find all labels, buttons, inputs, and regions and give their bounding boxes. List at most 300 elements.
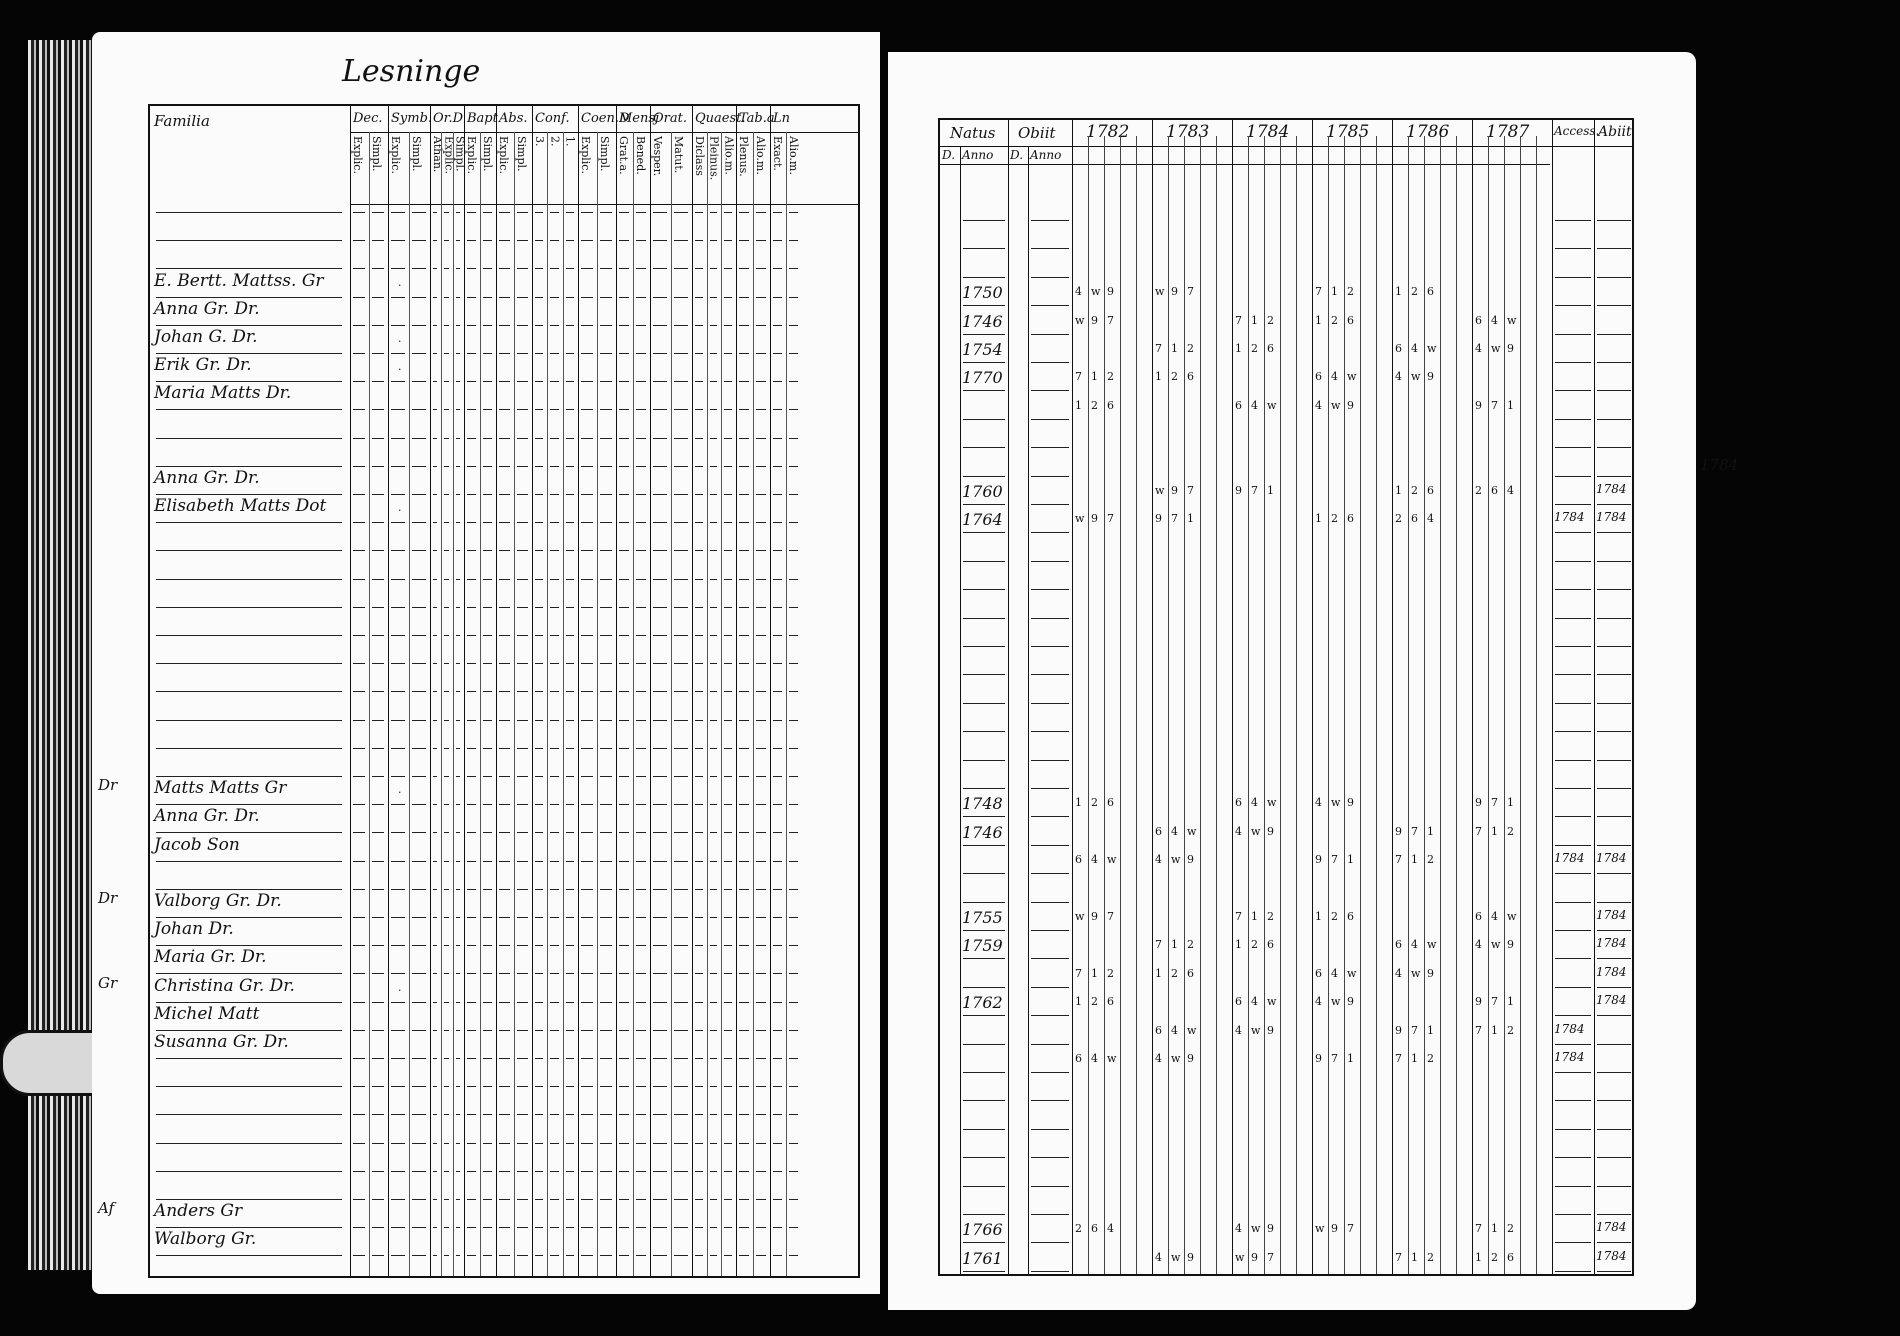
- ink-mark: 7: [1395, 853, 1402, 867]
- abiit-row-line: [1597, 305, 1631, 306]
- cell-dash: [789, 212, 798, 213]
- cell-dash: [467, 720, 476, 721]
- cell-dash: [710, 494, 718, 495]
- cell-dash: [412, 522, 426, 523]
- cell-dash: [619, 325, 629, 326]
- cell-dash: [653, 1227, 667, 1228]
- cell-dash: [353, 832, 365, 833]
- cell-dash: [619, 1058, 629, 1059]
- ink-mark: ·: [398, 335, 402, 348]
- cell-dash: [653, 1255, 667, 1256]
- column-subheader: 1.: [563, 136, 577, 147]
- ink-mark: 2: [1331, 313, 1338, 327]
- ink-mark: 1: [1075, 796, 1082, 810]
- cell-dash: [581, 663, 593, 664]
- name-column-rule: [350, 106, 351, 1276]
- cell-dash: [710, 1199, 718, 1200]
- ink-mark: 6: [1347, 313, 1354, 327]
- cell-dash: [372, 1199, 384, 1200]
- ink-mark: 7: [1491, 995, 1498, 1009]
- natus-row-line: [963, 447, 1005, 448]
- cell-dash: [433, 804, 437, 805]
- ink-mark: w: [1075, 313, 1085, 327]
- family-member-name: Anna Gr. Dr.: [154, 468, 260, 488]
- cell-dash: [581, 325, 593, 326]
- cell-dash: [695, 1002, 703, 1003]
- abiit-row-line: [1597, 987, 1631, 988]
- cell-dash: [412, 353, 426, 354]
- cell-dash: [550, 325, 558, 326]
- accessit-row-line: [1555, 532, 1591, 533]
- cell-dash: [653, 325, 667, 326]
- ink-mark: 9: [1267, 1222, 1274, 1236]
- cell-dash: [789, 579, 798, 580]
- obiit-row-line: [1031, 248, 1069, 249]
- accessit-row-line: [1555, 248, 1591, 249]
- cell-dash: [483, 1086, 492, 1087]
- cell-dash: [433, 945, 437, 946]
- cell-dash: [566, 917, 574, 918]
- cell-dash: [517, 381, 528, 382]
- obiit-row-line: [1031, 1157, 1069, 1158]
- cell-dash: [412, 945, 426, 946]
- cell-dash: [773, 1171, 782, 1172]
- cell-dash: [412, 776, 426, 777]
- year-sub-rule: [1136, 136, 1137, 1274]
- cell-dash: [724, 353, 732, 354]
- cell-dash: [636, 325, 646, 326]
- abiit-year: 1784: [1596, 964, 1627, 979]
- cell-dash: [444, 720, 448, 721]
- cell-dash: [739, 297, 749, 298]
- year-sub-rule: [1328, 136, 1329, 1274]
- cell-dash: [535, 945, 543, 946]
- cell-dash: [653, 522, 667, 523]
- year-sub-rule: [1184, 136, 1185, 1274]
- obiit-row-line: [1031, 731, 1069, 732]
- cell-dash: [372, 804, 384, 805]
- ink-mark: w: [1411, 966, 1421, 980]
- natus-row-line: [963, 1072, 1005, 1073]
- cell-dash: [456, 663, 460, 664]
- accessit-row-line: [1555, 845, 1591, 846]
- ink-mark: 6: [1187, 370, 1194, 384]
- accessit-row-line: [1555, 1186, 1591, 1187]
- cell-dash: [724, 889, 732, 890]
- ink-mark: 2: [1507, 824, 1514, 838]
- cell-dash: [724, 1227, 732, 1228]
- ink-mark: 9: [1187, 853, 1194, 867]
- cell-dash: [695, 663, 703, 664]
- cell-dash: [695, 1199, 703, 1200]
- ink-mark: 1: [1155, 966, 1162, 980]
- cell-dash: [535, 607, 543, 608]
- cell-dash: [636, 409, 646, 410]
- cell-dash: [789, 381, 798, 382]
- cell-dash: [483, 212, 492, 213]
- cell-dash: [724, 466, 732, 467]
- birth-year: 1746: [962, 822, 1003, 842]
- cell-dash: [600, 325, 612, 326]
- year-column-rule: [1392, 120, 1393, 1274]
- accessit-header: Access.: [1554, 124, 1600, 138]
- header-rule: [350, 132, 858, 133]
- sub-column-rule: [597, 132, 598, 1276]
- cell-dash: [412, 466, 426, 467]
- cell-dash: [483, 607, 492, 608]
- cell-dash: [695, 466, 703, 467]
- obiit-row-line: [1031, 1214, 1069, 1215]
- ink-mark: 4: [1427, 512, 1434, 526]
- ink-mark: 2: [1171, 370, 1178, 384]
- cell-dash: [636, 466, 646, 467]
- natus-row-line: [963, 703, 1005, 704]
- cell-dash: [391, 973, 405, 974]
- cell-dash: [353, 1143, 365, 1144]
- cell-dash: [412, 663, 426, 664]
- cell-dash: [600, 1086, 612, 1087]
- cell-dash: [535, 1171, 543, 1172]
- cell-dash: [499, 1255, 510, 1256]
- cell-dash: [756, 1086, 766, 1087]
- cell-dash: [444, 1199, 448, 1200]
- cell-dash: [550, 1143, 558, 1144]
- ink-mark: 7: [1075, 966, 1082, 980]
- cell-dash: [456, 1030, 460, 1031]
- ink-mark: w: [1507, 313, 1517, 327]
- ink-mark: 7: [1491, 796, 1498, 810]
- cell-dash: [789, 748, 798, 749]
- cell-dash: [433, 381, 437, 382]
- ink-mark: 7: [1235, 910, 1242, 923]
- cell-dash: [483, 748, 492, 749]
- ink-mark: 6: [1347, 512, 1354, 526]
- cell-dash: [674, 1030, 688, 1031]
- cell-dash: [353, 917, 365, 918]
- ink-mark: 4: [1075, 285, 1082, 299]
- sub-column-rule: [753, 132, 754, 1276]
- cell-dash: [724, 691, 732, 692]
- accessit-row-line: [1555, 305, 1591, 306]
- cell-dash: [467, 1227, 476, 1228]
- ink-mark: 9: [1427, 370, 1434, 384]
- cell-dash: [517, 240, 528, 241]
- ink-mark: w: [1155, 285, 1165, 299]
- cell-dash: [710, 804, 718, 805]
- cell-dash: [444, 579, 448, 580]
- cell-dash: [739, 1002, 749, 1003]
- cell-dash: [710, 466, 718, 467]
- cell-dash: [391, 804, 405, 805]
- cell-dash: [581, 1143, 593, 1144]
- cell-dash: [619, 917, 629, 918]
- cell-dash: [412, 409, 426, 410]
- cell-dash: [710, 325, 718, 326]
- cell-dash: [756, 579, 766, 580]
- cell-dash: [535, 720, 543, 721]
- family-member-name: Elisabeth Matts Dot: [154, 496, 327, 517]
- cell-dash: [566, 1086, 574, 1087]
- ink-mark: w: [1251, 824, 1261, 838]
- cell-dash: [550, 691, 558, 692]
- cell-dash: [695, 973, 703, 974]
- cell-dash: [456, 1227, 460, 1228]
- cell-dash: [710, 1030, 718, 1031]
- cell-dash: [674, 1199, 688, 1200]
- accessit-year: 1784: [1554, 1021, 1585, 1036]
- name-row-line: [156, 804, 342, 805]
- cell-dash: [372, 973, 384, 974]
- obiit-row-line: [1031, 958, 1069, 959]
- birth-year: 1764: [962, 510, 1003, 530]
- abiit-row-line: [1597, 618, 1631, 619]
- cell-dash: [467, 550, 476, 551]
- cell-dash: [789, 1143, 798, 1144]
- ink-mark: 9: [1187, 1052, 1194, 1065]
- ink-mark: ·: [398, 983, 402, 997]
- column-rule: [616, 106, 617, 1276]
- cell-dash: [499, 663, 510, 664]
- abiit-row-line: [1597, 1186, 1631, 1187]
- ink-mark: 1: [1251, 910, 1258, 923]
- name-row-line: [156, 635, 342, 636]
- cell-dash: [483, 522, 492, 523]
- year-sub-rule: [1088, 136, 1089, 1274]
- cell-dash: [600, 212, 612, 213]
- cell-dash: [456, 889, 460, 890]
- year-header: 1782: [1086, 122, 1130, 142]
- cell-dash: [653, 297, 667, 298]
- year-sub-rule: [1296, 136, 1297, 1274]
- cell-dash: [483, 1227, 492, 1228]
- cell-dash: [566, 212, 574, 213]
- cell-dash: [566, 776, 574, 777]
- cell-dash: [456, 635, 460, 636]
- ink-mark: w: [1267, 995, 1277, 1009]
- cell-dash: [600, 748, 612, 749]
- cell-dash: [695, 889, 703, 890]
- ink-mark: 9: [1091, 313, 1098, 327]
- ink-mark: 9: [1155, 512, 1162, 526]
- cell-dash: [535, 804, 543, 805]
- ink-mark: 1: [1507, 995, 1514, 1009]
- cell-dash: [467, 240, 476, 241]
- ink-mark: w: [1235, 1250, 1245, 1264]
- cell-dash: [444, 861, 448, 862]
- cell-dash: [353, 1002, 365, 1003]
- cell-dash: [674, 494, 688, 495]
- cell-dash: [550, 1058, 558, 1059]
- cell-dash: [412, 1058, 426, 1059]
- cell-dash: [517, 776, 528, 777]
- cell-dash: [674, 607, 688, 608]
- cell-dash: [444, 691, 448, 692]
- cell-dash: [695, 720, 703, 721]
- name-row-line: [156, 607, 342, 608]
- cell-dash: [499, 691, 510, 692]
- cell-dash: [619, 861, 629, 862]
- cell-dash: [773, 1143, 782, 1144]
- cell-dash: [581, 1002, 593, 1003]
- column-subheader: Diclass: [693, 136, 706, 176]
- ink-mark: 2: [1251, 342, 1258, 355]
- cell-dash: [456, 409, 460, 410]
- column-header: Tab.a: [739, 111, 775, 126]
- cell-dash: [391, 607, 405, 608]
- cell-dash: [391, 1058, 405, 1059]
- cell-dash: [372, 889, 384, 890]
- birth-year: 1748: [962, 794, 1003, 814]
- ink-mark: 6: [1091, 1222, 1098, 1236]
- cell-dash: [433, 1255, 437, 1256]
- cell-dash: [535, 494, 543, 495]
- cell-dash: [412, 268, 426, 269]
- cell-dash: [535, 691, 543, 692]
- abiit-row-line: [1597, 447, 1631, 448]
- cell-dash: [756, 268, 766, 269]
- ink-mark: 2: [1507, 1023, 1514, 1037]
- accessit-row-line: [1555, 447, 1591, 448]
- cell-dash: [710, 1227, 718, 1228]
- column-rule: [532, 106, 533, 1276]
- cell-dash: [636, 973, 646, 974]
- cell-dash: [695, 1171, 703, 1172]
- cell-dash: [391, 550, 405, 551]
- cell-dash: [789, 663, 798, 664]
- cell-dash: [353, 297, 365, 298]
- cell-dash: [391, 522, 405, 523]
- cell-dash: [773, 268, 782, 269]
- cell-dash: [695, 917, 703, 918]
- ink-mark: 4: [1235, 1023, 1242, 1037]
- cell-dash: [483, 1058, 492, 1059]
- cell-dash: [444, 776, 448, 777]
- name-row-line: [156, 522, 342, 523]
- cell-dash: [499, 861, 510, 862]
- cell-dash: [550, 1227, 558, 1228]
- cell-dash: [391, 861, 405, 862]
- cell-dash: [499, 1143, 510, 1144]
- cell-dash: [391, 212, 405, 213]
- column-rule: [464, 106, 465, 1276]
- cell-dash: [636, 494, 646, 495]
- cell-dash: [756, 889, 766, 890]
- accessit-row-line: [1555, 419, 1591, 420]
- cell-dash: [499, 353, 510, 354]
- ink-mark: 4: [1171, 1023, 1178, 1037]
- cell-dash: [467, 635, 476, 636]
- obiit-row-line: [1031, 930, 1069, 931]
- cell-dash: [444, 1114, 448, 1115]
- cell-dash: [517, 635, 528, 636]
- cell-dash: [433, 353, 437, 354]
- natus-subheader: Anno: [962, 148, 994, 162]
- cell-dash: [391, 1199, 405, 1200]
- cell-dash: [636, 550, 646, 551]
- cell-dash: [467, 268, 476, 269]
- abiit-row-line: [1597, 532, 1631, 533]
- cell-dash: [710, 297, 718, 298]
- cell-dash: [773, 804, 782, 805]
- cell-dash: [499, 438, 510, 439]
- familia-header: Familia: [154, 112, 210, 130]
- cell-dash: [619, 748, 629, 749]
- ink-mark: 6: [1315, 370, 1322, 384]
- cell-dash: [674, 1114, 688, 1115]
- margin-note: Dr: [98, 889, 118, 907]
- cell-dash: [517, 889, 528, 890]
- family-member-name: Maria Gr. Dr.: [154, 947, 267, 968]
- obiit-row-line: [1031, 1129, 1069, 1130]
- ink-mark: 1: [1507, 398, 1514, 412]
- margin-note: Dr: [98, 776, 118, 795]
- cell-dash: [433, 1199, 437, 1200]
- ink-mark: 6: [1267, 938, 1274, 952]
- cell-dash: [412, 861, 426, 862]
- sub-column-rule: [441, 132, 442, 1276]
- cell-dash: [499, 494, 510, 495]
- cell-dash: [499, 325, 510, 326]
- cell-dash: [789, 635, 798, 636]
- ink-mark: 6: [1075, 853, 1082, 867]
- ink-mark: 1: [1171, 938, 1178, 952]
- cell-dash: [467, 776, 476, 777]
- cell-dash: [372, 1002, 384, 1003]
- birth-year: 1760: [962, 482, 1003, 501]
- cell-dash: [789, 438, 798, 439]
- column-rule: [736, 106, 737, 1276]
- cell-dash: [710, 522, 718, 523]
- cell-dash: [535, 1114, 543, 1115]
- cell-dash: [710, 635, 718, 636]
- cell-dash: [773, 832, 782, 833]
- cell-dash: [412, 691, 426, 692]
- cell-dash: [550, 353, 558, 354]
- family-member-name: Anders Gr: [154, 1201, 243, 1222]
- cell-dash: [724, 494, 732, 495]
- ink-mark: w: [1347, 370, 1357, 384]
- ink-mark: 9: [1395, 1023, 1402, 1037]
- family-member-name: Matts Matts Gr: [154, 778, 287, 799]
- cell-dash: [773, 466, 782, 467]
- cell-dash: [483, 663, 492, 664]
- cell-dash: [456, 381, 460, 382]
- cell-dash: [566, 1002, 574, 1003]
- cell-dash: [391, 438, 405, 439]
- column-subheader: Athan.: [431, 136, 444, 173]
- cell-dash: [456, 297, 460, 298]
- cell-dash: [710, 1114, 718, 1115]
- cell-dash: [535, 1143, 543, 1144]
- cell-dash: [517, 1199, 528, 1200]
- ink-mark: 6: [1187, 966, 1194, 980]
- cell-dash: [636, 353, 646, 354]
- cell-dash: [724, 297, 732, 298]
- name-row-line: [156, 720, 342, 721]
- cell-dash: [535, 325, 543, 326]
- cell-dash: [353, 1114, 365, 1115]
- accessit-row-line: [1555, 987, 1591, 988]
- ink-mark: 2: [1347, 285, 1354, 299]
- cell-dash: [789, 917, 798, 918]
- cell-dash: [550, 748, 558, 749]
- cell-dash: [789, 1171, 798, 1172]
- abiit-row-line: [1597, 873, 1631, 874]
- cell-dash: [724, 832, 732, 833]
- natus-row-line: [963, 930, 1005, 931]
- cell-dash: [636, 1086, 646, 1087]
- cell-dash: [739, 1058, 749, 1059]
